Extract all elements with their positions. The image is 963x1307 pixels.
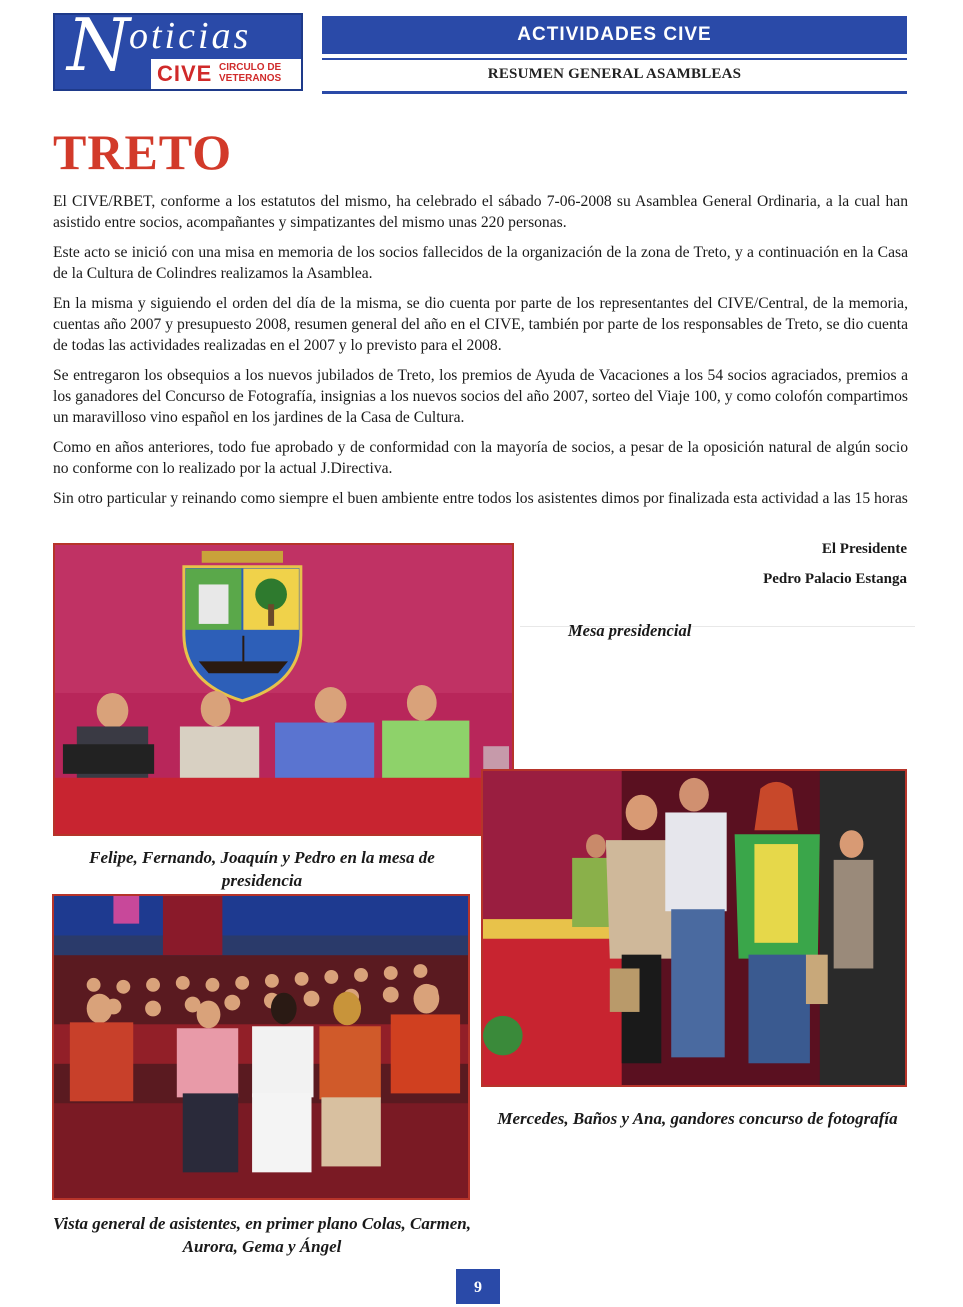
- logo-subtitle-line2: VETERANOS: [219, 73, 282, 84]
- logo-brand-box: [151, 59, 301, 89]
- article-body: [53, 191, 908, 518]
- photo-contest-winners: [481, 769, 907, 1087]
- article-paragraph: Sin otro particular y reinando como siempre el buen ambiente entre todos los asistentes dimos por finalizada esta actividad a las 15 horas: [53, 490, 908, 507]
- caption-mesa-presidencial: Mesa presidencial: [568, 621, 692, 640]
- signature-role: El Presidente: [821, 541, 907, 557]
- logo-brand: CIVE: [157, 61, 213, 86]
- article-paragraph: Se entregaron los obsequios a los nuevos jubilados de Treto, los premios de Ayuda de Vacaciones a los 54 socios agraciados, premios a los ganadores del Concurso de Fotografía, insignias a los nuevos socios del año 2007, sorteo del Viaje 100, y como colofón compartimos un maravilloso vino español en los jardines de la Casa de Cultura.: [53, 367, 908, 426]
- caption-photo-presiding-table: Felipe, Fernando, Joaquín y Pedro en la mesa de presidencia: [89, 848, 435, 890]
- photo-audience: [52, 894, 470, 1200]
- logo-script-initial: N: [67, 3, 130, 87]
- subsection-title: RESUMEN GENERAL ASAMBLEAS: [487, 66, 742, 82]
- logo-subtitle: [219, 62, 281, 84]
- noticias-cive-logo: [53, 3, 303, 91]
- header-divider-bottom: [322, 91, 907, 94]
- logo-script-rest: oticias: [129, 15, 252, 57]
- caption-photo-contest-winners: Mercedes, Baños y Ana, gandores concurso de fotografía: [497, 1109, 898, 1128]
- logo-subtitle-line1: CIRCULO DE: [219, 62, 282, 73]
- article-paragraph: Este acto se inició con una misa en memoria de los socios fallecidos de la organización de la zona de Treto, y a continuación en la Casa de la Cultura de Colindres realizamos la Asamblea.: [53, 244, 908, 282]
- signature-name: Pedro Palacio Estanga: [763, 571, 907, 587]
- header-divider: [322, 58, 907, 60]
- caption-photo-audience: Vista general de asistentes, en primer plano Colas, Carmen, Aurora, Gema y Ángel: [53, 1214, 471, 1256]
- article-paragraph: Como en años anteriores, todo fue aprobado y de conformidad con la mayoría de socios, a pesar de la oposición natural de algún socio no conforme con lo realizado por la actual J.Directiva.: [53, 439, 908, 477]
- photo-presiding-table: [53, 543, 514, 836]
- page-number: 9: [456, 1269, 500, 1304]
- article-paragraph: El CIVE/RBET, conforme a los estatutos del mismo, ha celebrado el sábado 7-06-2008 su Asamblea General Ordinaria, a la cual han asistido entre socios, acompañantes y simpatizantes del mismo unas 220 personas.: [53, 193, 908, 231]
- section-title: ACTIVIDADES CIVE: [322, 16, 907, 54]
- article-title: TRETO: [53, 124, 233, 180]
- article-paragraph: En la misma y siguiendo el orden del día de la misma, se dio cuenta por parte de los representantes del CIVE/Central, de la memoria, cuentas año 2007 y presupuesto 2008, resumen general del año en el CIVE, también por parte de los responsables de Treto, se dio cuenta de todas las actividades realizadas en el 2007 y lo previsto para el 2008.: [53, 295, 908, 354]
